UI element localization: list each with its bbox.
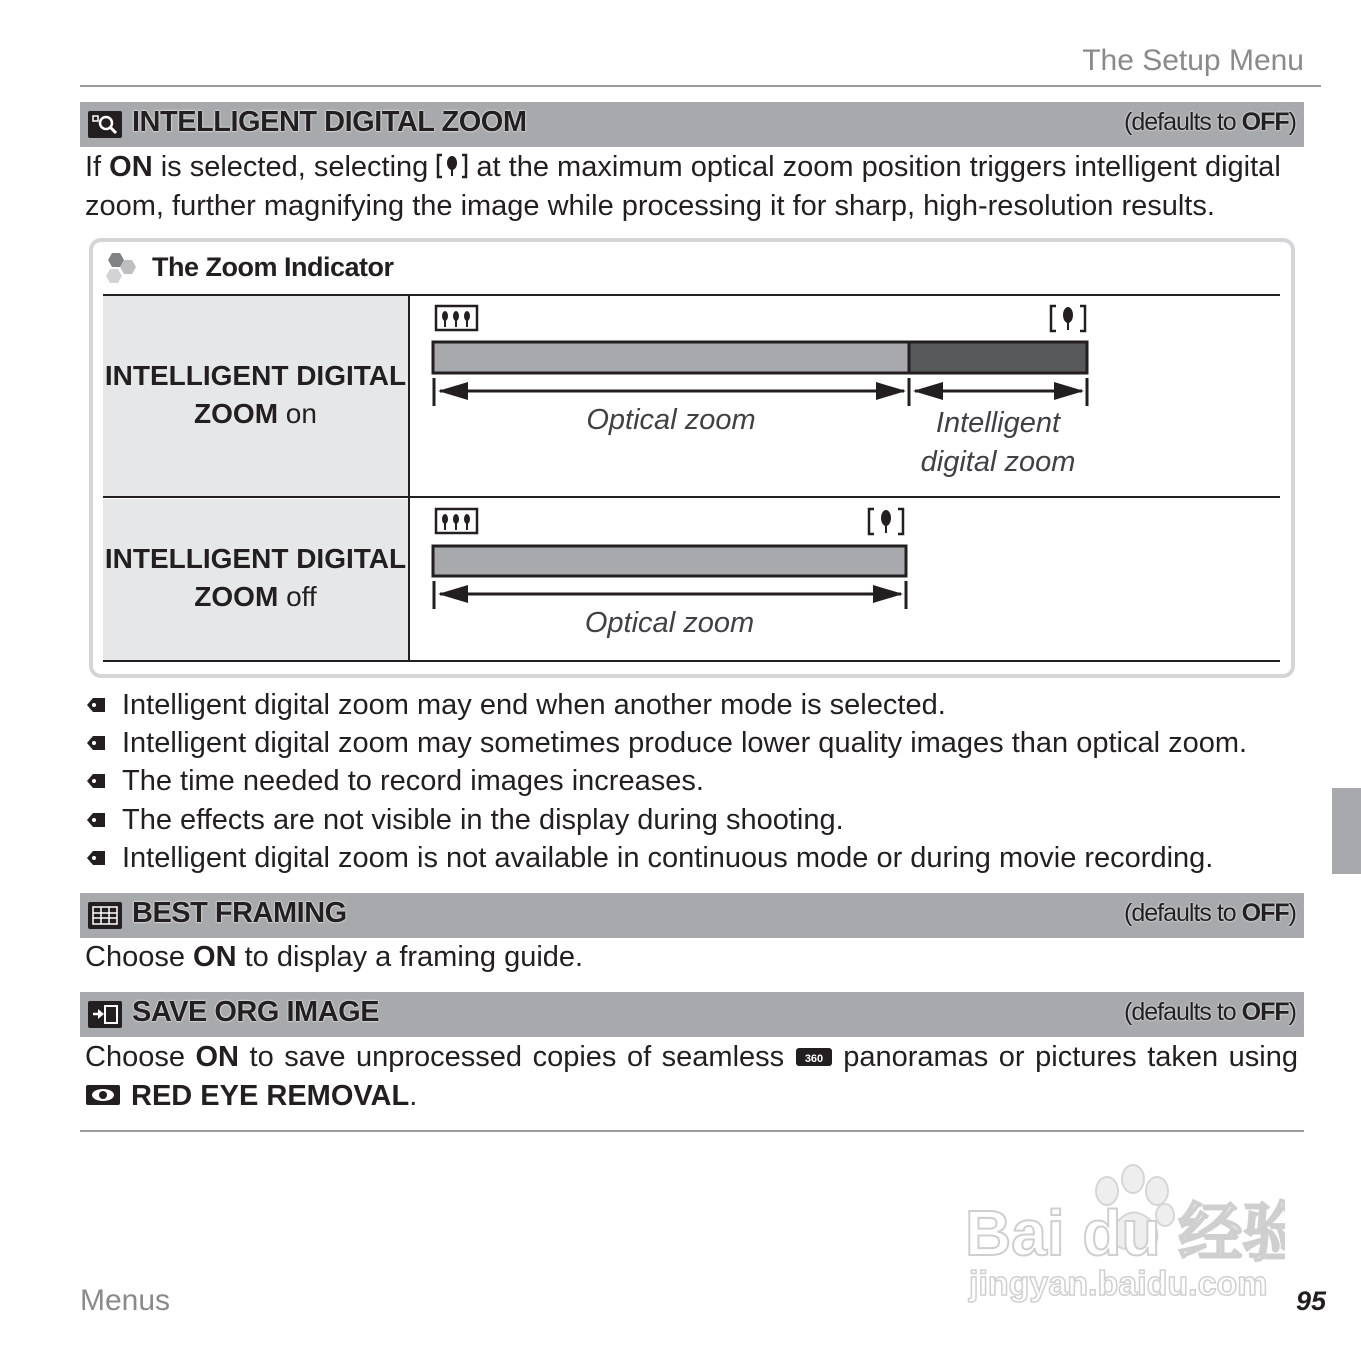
save-org-description-line2: RED EYE REMOVAL.	[85, 1077, 1298, 1116]
note-item: Intelligent digital zoom is not available in continuous mode or during movie recording.	[87, 839, 1213, 877]
intelligent-zoom-label: Intelligent digital zoom	[920, 407, 1076, 478]
tele-icon	[869, 509, 903, 534]
zoom-indicator-title: The Zoom Indicator	[152, 252, 394, 282]
optical-zoom-label: Optical zoom	[586, 404, 756, 436]
red-eye-icon	[85, 1080, 123, 1106]
optical-zoom-bar	[433, 342, 909, 373]
defaults-note: (defaults to OFF)	[1124, 899, 1296, 927]
wide-icon	[436, 306, 477, 330]
zoom-diagram-off	[420, 503, 1280, 623]
table-bottom-rule	[103, 660, 1280, 662]
defaults-note: (defaults to OFF)	[1124, 998, 1296, 1026]
row-off-label: INTELLIGENT DIGITAL ZOOM off	[104, 543, 407, 612]
framing-grid-icon	[88, 902, 122, 929]
note-tag-icon	[87, 799, 105, 813]
section-bar-intelligent-zoom	[80, 102, 1304, 147]
hint-icon	[104, 251, 140, 292]
note-item: The effects are not visible in the display during shooting.	[87, 801, 844, 839]
note-tag-icon	[87, 837, 105, 851]
section-bar-save-org-image	[80, 992, 1304, 1037]
table-divider	[408, 296, 410, 661]
footer-section-name: Menus	[80, 1284, 171, 1317]
zoom-diagram-on	[420, 300, 1280, 490]
watermark-brand: Bai du 经验	[965, 1197, 1285, 1269]
note-tag-icon	[87, 760, 105, 774]
baidu-watermark	[965, 1155, 1285, 1305]
defaults-note: (defaults to OFF)	[1124, 108, 1296, 136]
best-framing-description: Choose ON to display a framing guide.	[85, 941, 584, 973]
optical-zoom-bar-off	[433, 546, 906, 576]
tele-icon	[1051, 306, 1085, 331]
wide-icon	[436, 509, 477, 533]
svg-text:360: 360	[804, 1053, 823, 1065]
note-item: The time needed to record images increases.	[87, 762, 704, 800]
section-title: INTELLIGENT DIGITAL ZOOM	[132, 106, 527, 138]
table-mid-rule	[103, 496, 1280, 498]
intelligent-zoom-description: If ON is selected, selecting at the maximum optical zoom position triggers intelligent digital zoom, further magnifying the image while processing it for sharp, high-resolution results.	[85, 151, 1281, 222]
note-tag-icon	[87, 684, 105, 698]
magnify-zoom-icon	[88, 111, 122, 138]
note-item: Intelligent digital zoom may end when another mode is selected.	[87, 686, 946, 724]
section-title: BEST FRAMING	[132, 897, 347, 929]
optical-zoom-label-off: Optical zoom	[584, 607, 755, 639]
watermark-url: jingyan.baidu.com	[969, 1265, 1268, 1303]
tele-zoom-icon	[436, 151, 468, 175]
section-title: SAVE ORG IMAGE	[132, 996, 380, 1028]
note-tag-icon	[87, 722, 105, 736]
panorama-icon	[795, 1041, 833, 1065]
save-org-description-line1: Choose ON to save unprocessed copies of seamless 360 panoramas or pictures taken using	[85, 1041, 1298, 1073]
note-item: Intelligent digital zoom may sometimes produce lower quality images than optical zoom.	[87, 724, 1247, 762]
running-header: The Setup Menu	[1082, 44, 1304, 77]
page-number: 95	[1296, 1286, 1327, 1316]
bottom-rule	[80, 1130, 1304, 1132]
save-original-icon	[88, 1001, 122, 1028]
header-rule	[80, 85, 1321, 87]
digital-zoom-bar	[909, 342, 1087, 373]
row-on-label: INTELLIGENT DIGITAL ZOOM on	[104, 360, 407, 429]
chapter-thumb-tab	[1332, 788, 1361, 874]
section-bar-best-framing	[80, 893, 1304, 938]
